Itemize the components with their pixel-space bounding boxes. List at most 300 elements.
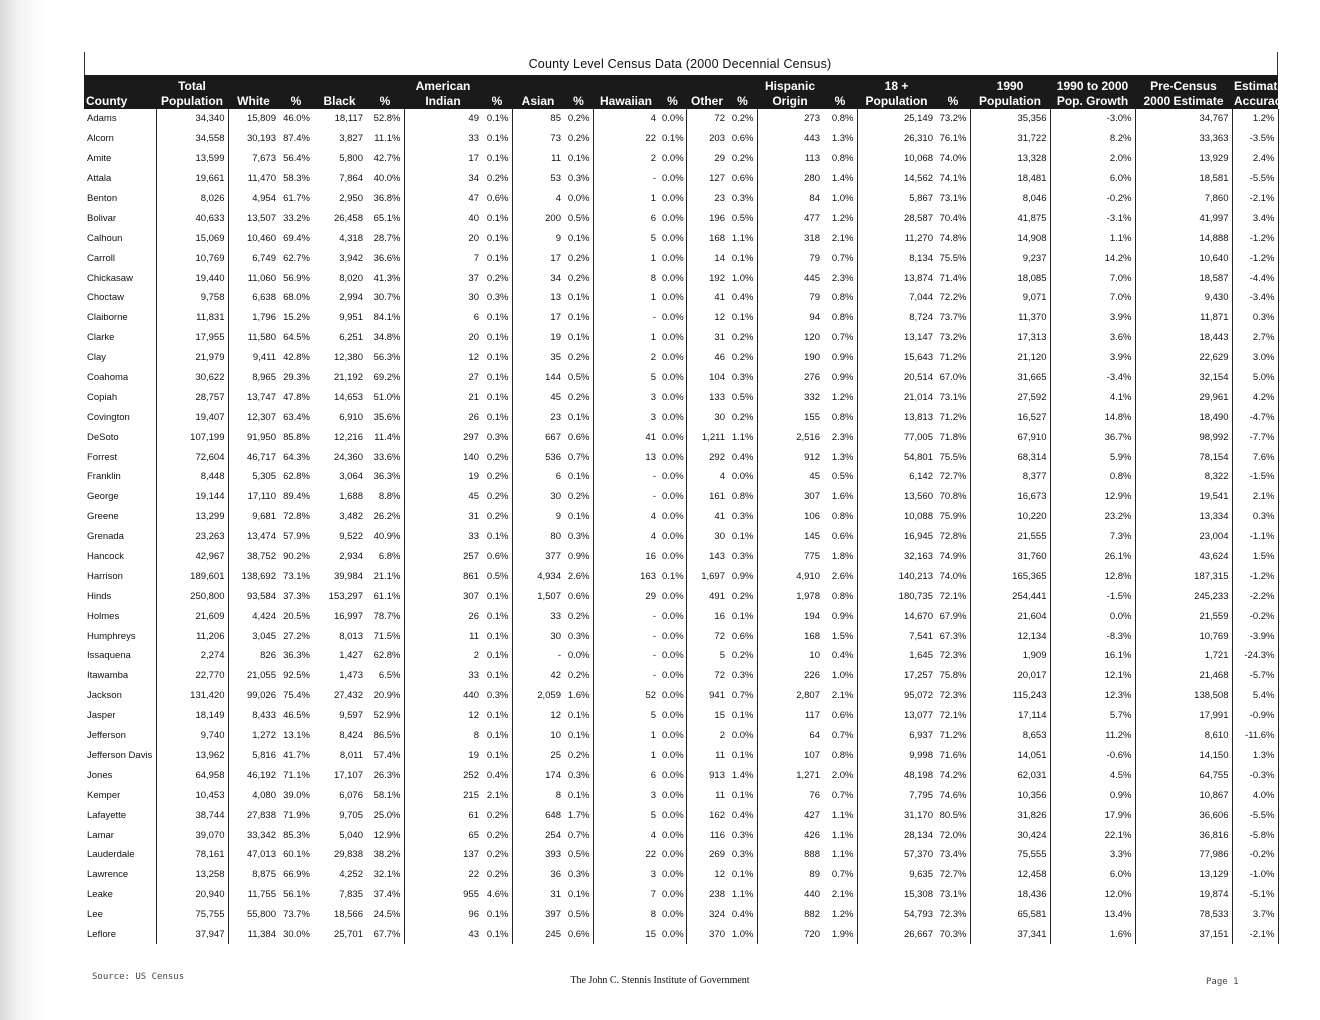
cell-white: 46,717 xyxy=(246,451,276,463)
cell-white: 11,060 xyxy=(247,272,276,284)
cell-hawaiian-pct: 0.0% xyxy=(659,925,686,945)
header-white-pct: % xyxy=(279,75,313,109)
cell-white-pct: 85.8% xyxy=(283,431,310,443)
cell-white-pct: 87.4% xyxy=(283,133,310,145)
cell-adult: 28,587 xyxy=(903,212,933,224)
cell-hawaiian: 4 xyxy=(650,829,656,841)
cell-other-pct: 0.1% xyxy=(728,865,757,885)
cell-hawaiian-pct: 0.0% xyxy=(659,726,686,746)
cell-adult-pct: 72.0% xyxy=(936,825,970,845)
cell-american-indian-pct: 0.3% xyxy=(482,427,512,447)
cell-county: Humphreys xyxy=(84,626,156,646)
cell-adult-pct: 72.3% xyxy=(936,905,970,925)
cell-other-pct: 0.6% xyxy=(728,626,757,646)
cell-white: 47,013 xyxy=(246,849,276,861)
cell-american-indian: 2 xyxy=(473,650,479,662)
cell-other-pct: 0.4% xyxy=(728,805,757,825)
cell-growth: 7.0% xyxy=(1050,288,1135,308)
cell-white: 1,272 xyxy=(252,730,276,742)
cell-white-pct: 60.1% xyxy=(283,849,310,861)
cell-hispanic: 1,978 xyxy=(796,590,820,602)
cell-estimate-accuracy: -7.7% xyxy=(1232,427,1278,447)
table-row xyxy=(84,666,1278,686)
cell-american-indian: 12 xyxy=(468,352,479,364)
cell-asian-pct: 0.6% xyxy=(564,925,593,945)
cell-adult: 15,308 xyxy=(903,889,933,901)
cell-white-pct: 57.9% xyxy=(283,531,310,543)
cell-white: 11,580 xyxy=(247,332,276,344)
cell-other-pct: 0.1% xyxy=(728,248,757,268)
cell-white-pct: 27.2% xyxy=(283,630,310,642)
cell-pop-1990: 21,120 xyxy=(970,348,1050,368)
cell-growth: 6.0% xyxy=(1050,169,1135,189)
cell-asian-pct: 0.1% xyxy=(564,328,593,348)
cell-other-pct: 0.6% xyxy=(728,169,757,189)
cell-black-pct: 28.7% xyxy=(366,228,404,248)
cell-estimate-accuracy: -4.4% xyxy=(1232,268,1278,288)
cell-pop-1990: 21,555 xyxy=(970,527,1050,547)
cell-black-pct: 11.1% xyxy=(366,129,404,149)
cell-hawaiian: 1 xyxy=(650,730,656,742)
cell-adult-pct: 71.2% xyxy=(936,407,970,427)
cell-black: 7,835 xyxy=(339,889,363,901)
cell-county: Copiah xyxy=(84,387,156,407)
cell-black: 14,653 xyxy=(333,391,363,403)
cell-adult-pct: 73.7% xyxy=(936,308,970,328)
cell-adult: 15,643 xyxy=(903,352,933,364)
cell-adult: 13,147 xyxy=(903,332,933,344)
cell-adult-pct: 72.3% xyxy=(936,646,970,666)
header-other: Other xyxy=(686,75,728,109)
cell-american-indian: 20 xyxy=(468,232,479,244)
cell-american-indian: 26 xyxy=(468,610,479,622)
cell-hawaiian: - xyxy=(652,670,656,682)
cell-other: 11 xyxy=(715,749,725,761)
cell-hawaiian-pct: 0.0% xyxy=(659,765,686,785)
cell-other-pct: 0.6% xyxy=(728,129,757,149)
cell-other-pct: 0.3% xyxy=(728,189,757,209)
cell-white-pct: 46.5% xyxy=(283,710,310,722)
cell-other: 30 xyxy=(714,411,725,423)
cell-hispanic-pct: 2.0% xyxy=(823,765,857,785)
cell-american-indian: 47 xyxy=(468,193,479,204)
cell-black-pct: 25.0% xyxy=(366,805,404,825)
cell-precensus-estimate: 64,755 xyxy=(1135,765,1232,785)
cell-estimate-accuracy: -5.7% xyxy=(1232,666,1278,686)
cell-precensus-estimate: 9,430 xyxy=(1135,288,1232,308)
cell-estimate-accuracy: -3.5% xyxy=(1232,129,1278,149)
cell-hispanic-pct: 2.1% xyxy=(823,686,857,706)
cell-other-pct: 0.3% xyxy=(728,845,757,865)
table-row xyxy=(84,308,1278,328)
cell-hispanic-pct: 1.1% xyxy=(823,805,857,825)
cell-precensus-estimate: 19,874 xyxy=(1135,885,1232,905)
cell-asian: 667 xyxy=(545,431,561,443)
cell-total: 34,340 xyxy=(156,109,228,129)
cell-precensus-estimate: 98,992 xyxy=(1135,427,1232,447)
cell-other-pct: 0.1% xyxy=(728,527,757,547)
cell-hawaiian-pct: 0.0% xyxy=(659,169,686,189)
cell-estimate-accuracy: -1.2% xyxy=(1232,248,1278,268)
cell-adult-pct: 73.2% xyxy=(936,109,970,129)
cell-asian: 17 xyxy=(550,252,561,264)
cell-total: 19,661 xyxy=(156,169,228,189)
cell-white-pct: 89.4% xyxy=(283,491,310,503)
header-white: White xyxy=(228,75,279,109)
cell-other: 29 xyxy=(714,153,725,165)
cell-other-pct: 0.5% xyxy=(728,208,757,228)
cell-growth: 3.9% xyxy=(1050,348,1135,368)
cell-american-indian-pct: 0.2% xyxy=(482,805,512,825)
cell-black: 1,688 xyxy=(339,491,363,503)
cell-hawaiian: 4 xyxy=(650,113,656,125)
cell-white: 4,424 xyxy=(252,610,276,622)
cell-hawaiian: - xyxy=(652,610,656,622)
cell-adult-pct: 72.8% xyxy=(936,527,970,547)
cell-hawaiian: 7 xyxy=(650,889,656,901)
cell-precensus-estimate: 21,468 xyxy=(1135,666,1232,686)
cell-asian: 397 xyxy=(545,909,561,921)
cell-asian: 536 xyxy=(545,451,561,463)
cell-american-indian-pct: 0.2% xyxy=(482,825,512,845)
cell-adult: 28,134 xyxy=(903,829,933,841)
cell-adult-pct: 75.8% xyxy=(936,666,970,686)
cell-precensus-estimate: 187,315 xyxy=(1135,566,1232,586)
cell-other-pct: 0.2% xyxy=(728,407,757,427)
cell-precensus-estimate: 18,490 xyxy=(1135,407,1232,427)
cell-white-pct: 73.7% xyxy=(283,909,310,921)
cell-asian-pct: 0.1% xyxy=(564,785,593,805)
cell-black: 18,566 xyxy=(333,909,363,921)
cell-asian-pct: 0.0% xyxy=(564,189,593,209)
cell-white-pct: 63.4% xyxy=(283,411,310,423)
cell-estimate-accuracy: -1.1% xyxy=(1232,527,1278,547)
cell-hispanic-pct: 0.8% xyxy=(823,507,857,527)
cell-american-indian: 27 xyxy=(468,372,479,384)
cell-white: 30,193 xyxy=(246,133,276,145)
cell-hawaiian: 29 xyxy=(645,590,656,602)
cell-asian-pct: 0.6% xyxy=(564,427,593,447)
cell-county: Itawamba xyxy=(84,666,156,686)
cell-american-indian: 30 xyxy=(468,292,479,304)
cell-hawaiian: 3 xyxy=(650,869,656,881)
cell-adult: 17,257 xyxy=(903,670,933,682)
cell-asian: 13 xyxy=(550,292,561,304)
cell-total: 13,258 xyxy=(156,865,228,885)
cell-american-indian: 137 xyxy=(463,849,479,861)
cell-asian-pct: 0.2% xyxy=(564,746,593,766)
cell-adult-pct: 72.7% xyxy=(936,865,970,885)
cell-other-pct: 1.0% xyxy=(728,268,757,288)
cell-american-indian: 6 xyxy=(473,312,479,324)
cell-adult-pct: 72.1% xyxy=(936,586,970,606)
footer-institute: The John C. Stennis Institute of Government xyxy=(570,975,750,986)
cell-pop-1990: 68,314 xyxy=(970,447,1050,467)
cell-black-pct: 86.5% xyxy=(366,726,404,746)
cell-adult: 95,072 xyxy=(903,690,933,702)
cell-adult: 5,867 xyxy=(909,193,933,204)
cell-american-indian-pct: 0.1% xyxy=(482,348,512,368)
cell-asian-pct: 0.2% xyxy=(564,387,593,407)
cell-black-pct: 12.9% xyxy=(366,825,404,845)
cell-hawaiian: 5 xyxy=(650,710,656,722)
cell-hispanic-pct: 1.2% xyxy=(823,905,857,925)
cell-other-pct: 0.5% xyxy=(728,387,757,407)
cell-american-indian-pct: 0.3% xyxy=(482,686,512,706)
cell-estimate-accuracy: -5.8% xyxy=(1232,825,1278,845)
cell-total: 38,744 xyxy=(156,805,228,825)
cell-american-indian-pct: 0.2% xyxy=(482,845,512,865)
cell-adult-pct: 71.6% xyxy=(936,746,970,766)
footer-source: Source: US Census xyxy=(92,972,185,982)
cell-pop-1990: 10,220 xyxy=(970,507,1050,527)
table-row xyxy=(84,885,1278,905)
cell-asian-pct: 0.3% xyxy=(564,626,593,646)
cell-other: 72 xyxy=(714,630,725,642)
cell-other-pct: 0.3% xyxy=(728,547,757,567)
cell-asian-pct: 0.5% xyxy=(564,845,593,865)
cell-pop-1990: 30,424 xyxy=(970,825,1050,845)
cell-white-pct: 64.3% xyxy=(283,451,310,463)
cell-american-indian-pct: 0.1% xyxy=(482,387,512,407)
cell-other: 941 xyxy=(709,690,725,702)
cell-white: 11,470 xyxy=(247,173,276,185)
cell-american-indian-pct: 0.1% xyxy=(482,925,512,945)
cell-american-indian: 61 xyxy=(468,809,479,821)
cell-hawaiian-pct: 0.0% xyxy=(659,288,686,308)
cell-hispanic: 76 xyxy=(809,789,820,801)
cell-asian: 80 xyxy=(550,531,561,543)
cell-estimate-accuracy: -11.6% xyxy=(1232,726,1278,746)
cell-hispanic-pct: 0.5% xyxy=(823,467,857,487)
cell-black-pct: 26.3% xyxy=(366,765,404,785)
cell-asian-pct: 1.7% xyxy=(564,805,593,825)
cell-total: 30,622 xyxy=(156,368,228,388)
cell-white-pct: 90.2% xyxy=(283,551,310,563)
cell-asian-pct: 0.7% xyxy=(564,447,593,467)
cell-adult: 16,945 xyxy=(903,531,933,543)
cell-black-pct: 51.0% xyxy=(366,387,404,407)
header-hispanic-pct: % xyxy=(823,75,857,109)
cell-pop-1990: 31,826 xyxy=(970,805,1050,825)
cell-adult-pct: 74.6% xyxy=(936,785,970,805)
cell-adult-pct: 72.7% xyxy=(936,467,970,487)
cell-white-pct: 33.2% xyxy=(283,212,310,224)
cell-american-indian: 20 xyxy=(468,332,479,344)
cell-precensus-estimate: 23,004 xyxy=(1135,527,1232,547)
cell-hispanic: 273 xyxy=(804,113,820,125)
cell-american-indian-pct: 0.6% xyxy=(482,547,512,567)
table-row xyxy=(84,765,1278,785)
cell-black-pct: 71.5% xyxy=(366,626,404,646)
cell-estimate-accuracy: -0.2% xyxy=(1232,845,1278,865)
cell-american-indian-pct: 0.1% xyxy=(482,527,512,547)
cell-pop-1990: 1,909 xyxy=(970,646,1050,666)
cell-asian-pct: 0.2% xyxy=(564,109,593,129)
cell-estimate-accuracy: -5.5% xyxy=(1232,169,1278,189)
cell-estimate-accuracy: -2.2% xyxy=(1232,586,1278,606)
cell-white: 13,474 xyxy=(246,531,276,543)
cell-white-pct: 68.0% xyxy=(283,292,310,304)
cell-county: Covington xyxy=(84,407,156,427)
cell-white-pct: 64.5% xyxy=(283,332,310,344)
cell-adult: 6,142 xyxy=(909,471,933,483)
cell-asian: 30 xyxy=(550,630,561,642)
cell-other: 238 xyxy=(709,889,725,901)
cell-black: 2,994 xyxy=(339,292,363,304)
cell-other: 491 xyxy=(709,590,725,602)
cell-black-pct: 40.9% xyxy=(366,527,404,547)
cell-county: Amite xyxy=(84,149,156,169)
cell-pop-1990: 16,673 xyxy=(970,487,1050,507)
cell-hawaiian: 2 xyxy=(650,153,656,165)
cell-estimate-accuracy: -0.9% xyxy=(1232,706,1278,726)
cell-adult: 13,077 xyxy=(903,710,933,722)
cell-pop-1990: 115,243 xyxy=(970,686,1050,706)
cell-asian: 8 xyxy=(555,789,561,801)
cell-white: 4,954 xyxy=(252,193,276,204)
header-asian: Asian xyxy=(512,75,564,109)
cell-pop-1990: 65,581 xyxy=(970,905,1050,925)
cell-hispanic: 113 xyxy=(804,153,820,165)
cell-total: 28,757 xyxy=(156,387,228,407)
cell-growth: 5.9% xyxy=(1050,447,1135,467)
cell-county: Chickasaw xyxy=(84,268,156,288)
cell-estimate-accuracy: -1.2% xyxy=(1232,228,1278,248)
cell-adult: 54,793 xyxy=(903,909,933,921)
cell-american-indian-pct: 0.1% xyxy=(482,626,512,646)
cell-black: 29,838 xyxy=(333,849,363,861)
cell-hawaiian-pct: 0.0% xyxy=(659,387,686,407)
cell-asian: 4 xyxy=(555,193,561,204)
cell-white-pct: 62.7% xyxy=(283,252,310,264)
cell-adult: 14,562 xyxy=(903,173,933,185)
cell-adult-pct: 74.0% xyxy=(936,566,970,586)
cell-american-indian: 45 xyxy=(468,491,479,503)
cell-black-pct: 38.2% xyxy=(366,845,404,865)
cell-hispanic-pct: 2.3% xyxy=(823,427,857,447)
cell-hispanic: 117 xyxy=(804,710,820,722)
cell-hawaiian-pct: 0.0% xyxy=(659,507,686,527)
cell-growth: -3.4% xyxy=(1050,368,1135,388)
cell-black-pct: 6.5% xyxy=(366,666,404,686)
cell-black: 8,424 xyxy=(339,730,363,742)
cell-hispanic: 426 xyxy=(804,829,820,841)
cell-white: 99,026 xyxy=(246,690,276,702)
cell-precensus-estimate: 14,150 xyxy=(1135,746,1232,766)
cell-hawaiian-pct: 0.0% xyxy=(659,268,686,288)
cell-adult-pct: 75.9% xyxy=(936,507,970,527)
cell-white-pct: 62.8% xyxy=(283,471,310,483)
cell-american-indian-pct: 0.5% xyxy=(482,566,512,586)
cell-adult-pct: 70.8% xyxy=(936,487,970,507)
cell-county: Carroll xyxy=(84,248,156,268)
cell-adult: 54,801 xyxy=(903,451,933,463)
cell-hawaiian-pct: 0.0% xyxy=(659,407,686,427)
cell-other: 168 xyxy=(709,232,725,244)
table-row xyxy=(84,646,1278,666)
cell-adult: 7,541 xyxy=(909,630,933,642)
cell-asian-pct: 0.2% xyxy=(564,348,593,368)
cell-hispanic-pct: 0.8% xyxy=(823,308,857,328)
cell-hispanic: 332 xyxy=(804,391,820,403)
header-adult-pct: % xyxy=(936,75,970,109)
cell-adult: 25,149 xyxy=(903,113,933,125)
cell-other: 161 xyxy=(709,491,725,503)
cell-adult: 7,795 xyxy=(909,789,933,801)
cell-hawaiian: 3 xyxy=(650,789,656,801)
cell-estimate-accuracy: -5.1% xyxy=(1232,885,1278,905)
cell-white-pct: 30.0% xyxy=(283,928,310,940)
cell-total: 21,979 xyxy=(156,348,228,368)
cell-hispanic-pct: 2.1% xyxy=(823,885,857,905)
cell-black-pct: 57.4% xyxy=(366,746,404,766)
cell-black-pct: 11.4% xyxy=(366,427,404,447)
table-row xyxy=(84,208,1278,228)
cell-growth: 14.2% xyxy=(1050,248,1135,268)
cell-other-pct: 0.2% xyxy=(728,109,757,129)
cell-hispanic: 79 xyxy=(809,252,820,264)
cell-hawaiian-pct: 0.0% xyxy=(659,467,686,487)
header-growth: 1990 to 2000 Pop. Growth xyxy=(1050,75,1135,109)
cell-hispanic-pct: 1.8% xyxy=(823,547,857,567)
cell-white-pct: 47.8% xyxy=(283,391,310,403)
cell-other-pct: 0.3% xyxy=(728,507,757,527)
cell-pop-1990: 62,031 xyxy=(970,765,1050,785)
cell-hispanic-pct: 1.0% xyxy=(823,666,857,686)
cell-hispanic-pct: 1.1% xyxy=(823,825,857,845)
cell-county: Lauderdale xyxy=(84,845,156,865)
cell-precensus-estimate: 18,443 xyxy=(1135,328,1232,348)
cell-hawaiian-pct: 0.0% xyxy=(659,248,686,268)
cell-asian: 4,934 xyxy=(537,570,561,582)
cell-estimate-accuracy: -5.5% xyxy=(1232,805,1278,825)
cell-adult: 21,014 xyxy=(903,391,933,403)
cell-other: 1,211 xyxy=(701,431,725,443)
cell-black: 25,701 xyxy=(333,928,363,940)
cell-pop-1990: 75,555 xyxy=(970,845,1050,865)
cell-growth: -0.6% xyxy=(1050,746,1135,766)
cell-black-pct: 78.7% xyxy=(366,606,404,626)
cell-growth: 16.1% xyxy=(1050,646,1135,666)
cell-estimate-accuracy: 5.0% xyxy=(1232,368,1278,388)
cell-other-pct: 0.4% xyxy=(728,288,757,308)
cell-black-pct: 32.1% xyxy=(366,865,404,885)
cell-other-pct: 0.2% xyxy=(728,149,757,169)
cell-other-pct: 0.1% xyxy=(728,785,757,805)
cell-black-pct: 41.3% xyxy=(366,268,404,288)
cell-estimate-accuracy: 4.2% xyxy=(1232,387,1278,407)
cell-asian-pct: 2.6% xyxy=(564,566,593,586)
cell-american-indian: 33 xyxy=(468,531,479,543)
cell-hispanic: 720 xyxy=(804,928,820,940)
cell-total: 8,448 xyxy=(156,467,228,487)
cell-other-pct: 1.1% xyxy=(728,228,757,248)
cell-hispanic-pct: 0.8% xyxy=(823,109,857,129)
cell-growth: 22.1% xyxy=(1050,825,1135,845)
cell-growth: 13.4% xyxy=(1050,905,1135,925)
cell-hispanic: 912 xyxy=(804,451,820,463)
cell-adult: 77,005 xyxy=(903,431,933,443)
header-county: County xyxy=(84,75,156,109)
cell-adult-pct: 71.2% xyxy=(936,348,970,368)
cell-hispanic-pct: 0.8% xyxy=(823,586,857,606)
cell-hispanic: 120 xyxy=(804,332,820,344)
cell-asian: 53 xyxy=(550,173,561,185)
cell-hispanic: 84 xyxy=(809,193,820,204)
cell-white: 13,747 xyxy=(246,391,276,403)
cell-hispanic-pct: 0.9% xyxy=(823,606,857,626)
